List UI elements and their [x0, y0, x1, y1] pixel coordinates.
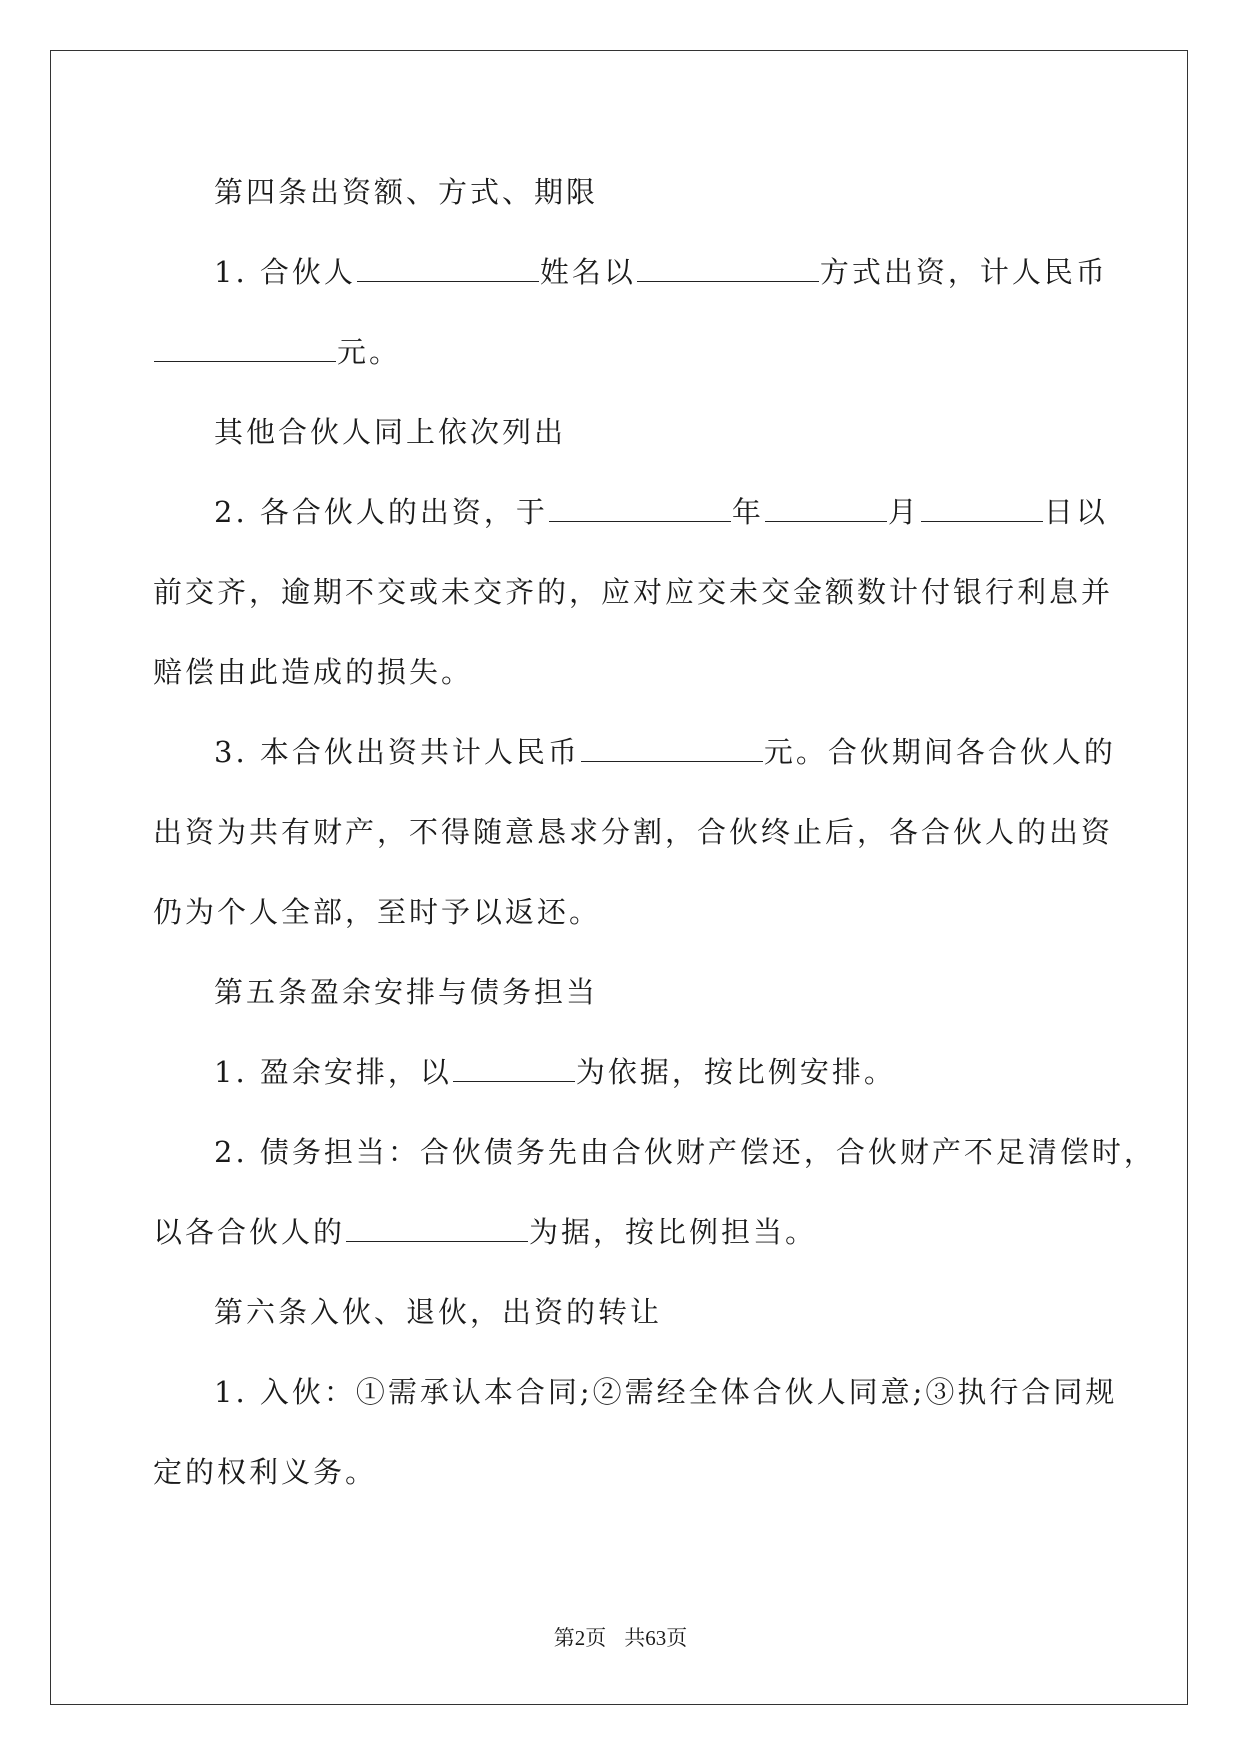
blank-field[interactable] [549, 497, 731, 522]
current-page-number: 2 [574, 1626, 586, 1650]
article-4-item-3-line-2: 出资为共有财产，不得随意恳求分割，合伙终止后，各合伙人的出资 [153, 815, 1114, 849]
article-4-item-1-cont: 元。 [153, 332, 401, 372]
blank-field[interactable] [154, 337, 336, 362]
blank-field[interactable] [765, 497, 887, 522]
article-4-item-3: 3. 本合伙出资共计人民币 元。合伙期间各合伙人的 [214, 735, 1116, 769]
article-4-heading: 第四条出资额、方式、期限 [214, 175, 599, 209]
blank-field[interactable] [346, 1217, 528, 1242]
article-5-item-2: 2. 债务担当：合伙债务先由合伙财产偿还，合伙财产不足清偿时， [214, 1135, 1156, 1169]
page-footer: 第2页 共63页 [553, 1626, 688, 1650]
blank-field[interactable] [921, 497, 1043, 522]
article-6-item-1: 1. 入伙：①需承认本合同;②需经全体合伙人同意;③执行合同规 [214, 1375, 1118, 1409]
blank-field[interactable] [637, 257, 819, 282]
article-5-item-2-cont: 以各合伙人的 为据，按比例担当。 [153, 1215, 818, 1249]
article-4-item-2-line-2: 前交齐，逾期不交或未交齐的，应对应交未交金额数计付银行利息并 [153, 575, 1114, 609]
blank-field[interactable] [453, 1057, 575, 1082]
blank-field[interactable] [581, 737, 763, 762]
article-5-item-1: 1. 盈余安排，以 为依据，按比例安排。 [214, 1055, 896, 1089]
article-4-item-2-line-3: 赔偿由此造成的损失。 [153, 655, 474, 689]
article-4-item-2: 2. 各合伙人的出资，于 年 月 日以 [214, 495, 1108, 529]
article-4-item-1: 1. 合伙人 姓名以 方式出资，计人民币 [214, 255, 1108, 289]
article-5-heading: 第五条盈余安排与债务担当 [214, 975, 599, 1009]
article-6-heading: 第六条入伙、退伙，出资的转让 [214, 1295, 663, 1329]
article-4-others: 其他合伙人同上依次列出 [214, 415, 567, 449]
blank-field[interactable] [357, 257, 539, 282]
article-4-item-3-line-3: 仍为个人全部，至时予以返还。 [153, 895, 602, 929]
article-6-item-1-line-2: 定的权利义务。 [153, 1455, 378, 1489]
total-page-count: 63 [645, 1626, 667, 1650]
